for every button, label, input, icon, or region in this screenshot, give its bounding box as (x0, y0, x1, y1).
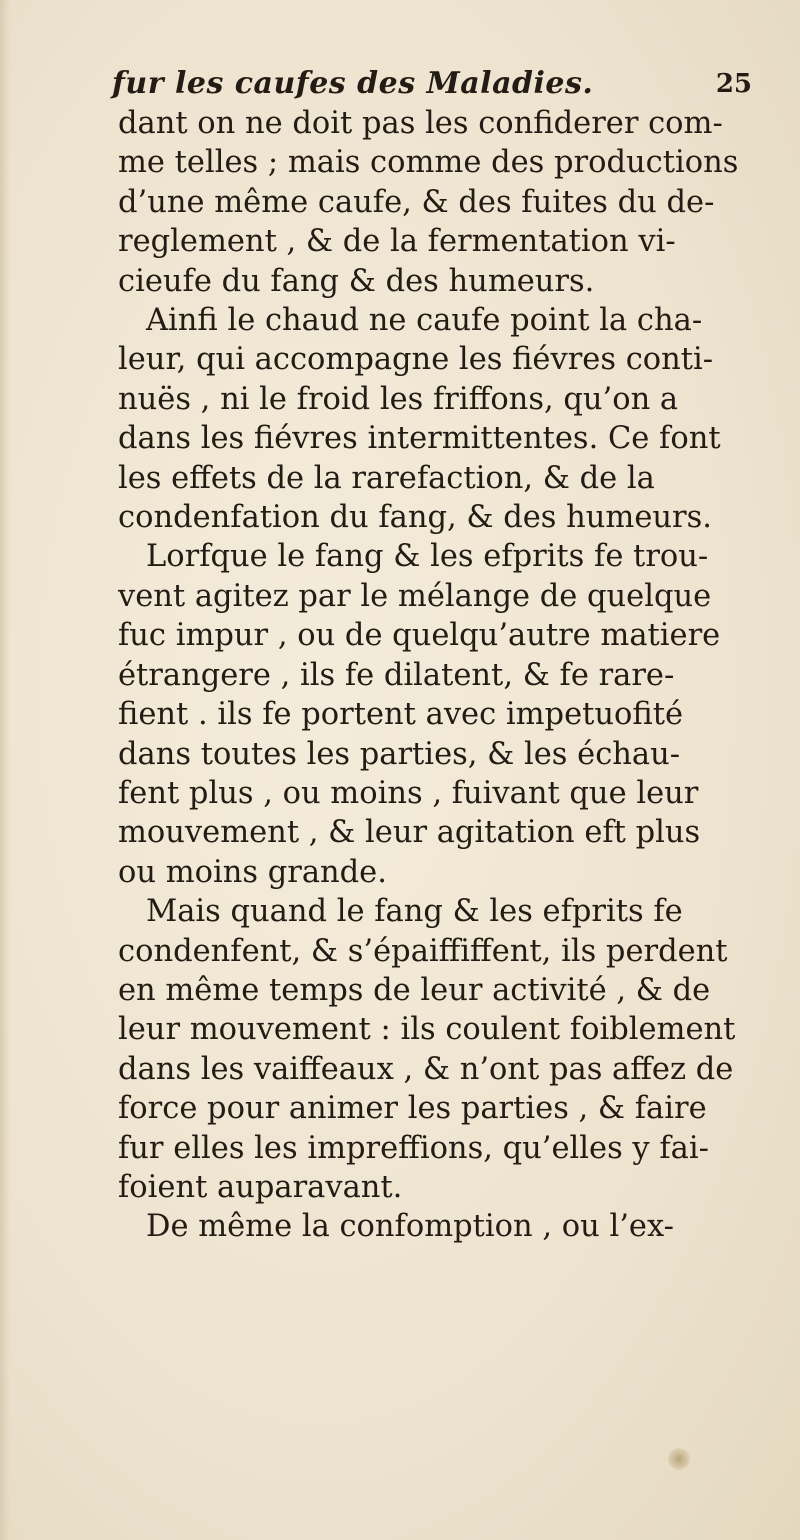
body-text (118, 104, 778, 1247)
paragraph-start-line: Ainfi le chaud ne caufe point la cha- (146, 303, 703, 339)
running-header (112, 64, 752, 104)
text-line: leur mouvement : ils coulent foiblement (118, 1012, 736, 1048)
text-line: force pour animer les parties , & faire (118, 1091, 707, 1127)
text-line: ou moins grande. (118, 854, 387, 890)
page-number: 25 (715, 69, 752, 99)
text-line: cieufe du fang & des humeurs. (118, 263, 595, 299)
page-gutter-shadow (0, 0, 10, 1540)
text-line: leur, qui accompagne les fiévres conti- (118, 342, 714, 378)
text-line: fent plus , ou moins , fuivant que leur (118, 775, 699, 811)
text-line: condenfent, & s’épaiffiffent, ils perdent (118, 933, 728, 969)
text-line: condenfation du fang, & des humeurs. (118, 500, 712, 536)
running-title: fur les caufes des Maladies. (112, 66, 594, 101)
paragraph-start-line: Mais quand le fang & les efprits fe (146, 894, 683, 930)
text-line: fur elles les impreffions, qu’elles y fai- (118, 1130, 709, 1166)
text-line: fuc impur , ou de quelqu’autre matiere (118, 618, 721, 654)
text-line: vent agitez par le mélange de quelque (118, 578, 712, 614)
paragraph-start-line: De même la confomption , ou l’ex- (146, 1209, 674, 1245)
text-line: les effets de la rarefaction, & de la (118, 460, 655, 496)
text-line: nuës , ni le froid les friffons, qu’on a (118, 381, 679, 417)
text-line: mouvement , & leur agitation eft plus (118, 815, 701, 851)
text-line: étrangere , ils fe dilatent, & fe rare- (118, 657, 675, 693)
paragraph-start-line: Lorfque le fang & les efprits fe trou- (146, 539, 709, 575)
text-line: dans les vaiffeaux , & n’ont pas affez de (118, 1051, 734, 1087)
text-line: dans les fiévres intermittentes. Ce font (118, 421, 721, 457)
text-line: fient . ils fe portent avec impetuofité (118, 697, 684, 733)
paper-stain (668, 1448, 690, 1470)
text-line: dans toutes les parties, & les échau- (118, 736, 681, 772)
text-line: me telles ; mais comme des productions (118, 145, 739, 181)
text-line: en même temps de leur activité , & de (118, 972, 711, 1008)
text-line: d’une même caufe, & des fuites du de- (118, 184, 715, 220)
text-line: dant on ne doit pas les confiderer com- (118, 106, 723, 141)
text-line: reglement , & de la fermentation vi- (118, 224, 676, 260)
text-line: foient auparavant. (118, 1169, 403, 1205)
